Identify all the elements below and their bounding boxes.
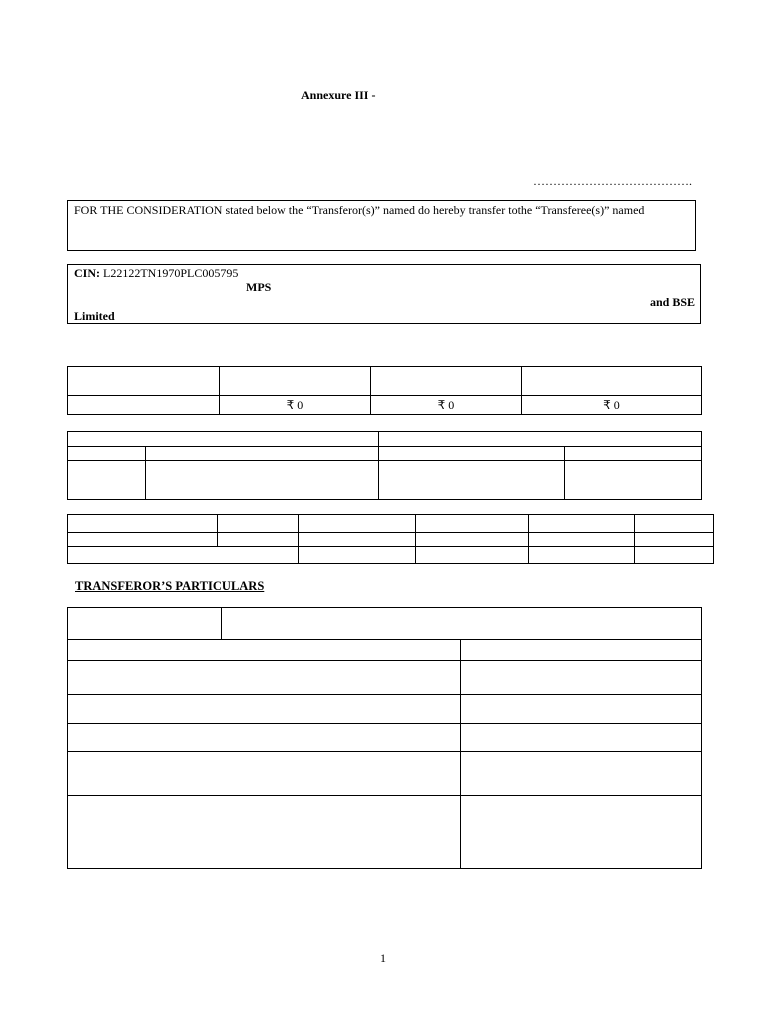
table-cell[interactable] bbox=[68, 640, 461, 661]
cin-value: L22122TN1970PLC005795 bbox=[103, 266, 239, 280]
table-row bbox=[68, 447, 702, 461]
table-cell[interactable] bbox=[68, 547, 299, 564]
company-limited: Limited bbox=[74, 309, 115, 323]
table-row bbox=[68, 547, 714, 564]
table-cell[interactable] bbox=[565, 447, 702, 461]
table-cell[interactable] bbox=[299, 515, 416, 533]
table-cell[interactable] bbox=[68, 796, 461, 869]
table-cell[interactable] bbox=[146, 447, 379, 461]
table-cell[interactable] bbox=[222, 608, 702, 640]
table-cell[interactable] bbox=[379, 447, 565, 461]
amount-table bbox=[67, 366, 702, 415]
table-cell[interactable] bbox=[68, 695, 461, 724]
transferor-particulars-table bbox=[67, 607, 702, 869]
table-cell[interactable] bbox=[529, 515, 635, 533]
table-cell[interactable] bbox=[416, 515, 529, 533]
table-cell[interactable] bbox=[461, 661, 702, 695]
distinctive-numbers-table bbox=[67, 514, 714, 564]
table-row bbox=[68, 752, 702, 796]
table-cell[interactable] bbox=[68, 661, 461, 695]
table-cell[interactable] bbox=[529, 547, 635, 564]
table-cell[interactable] bbox=[68, 461, 146, 500]
table-cell[interactable] bbox=[461, 752, 702, 796]
transferor-particulars-heading: TRANSFEROR’S PARTICULARS bbox=[75, 579, 265, 593]
table-cell[interactable] bbox=[416, 547, 529, 564]
table-cell[interactable] bbox=[68, 608, 222, 640]
table-cell[interactable] bbox=[218, 533, 299, 547]
date-placeholder-dots: …………………………………. bbox=[533, 174, 692, 188]
table-cell[interactable] bbox=[68, 367, 220, 396]
table-row bbox=[68, 515, 714, 533]
table-row bbox=[68, 533, 714, 547]
cin-label: CIN: bbox=[74, 266, 100, 280]
page-title: Annexure III - bbox=[301, 88, 376, 102]
table-cell[interactable] bbox=[529, 533, 635, 547]
table-cell[interactable] bbox=[299, 547, 416, 564]
table-cell[interactable] bbox=[68, 432, 379, 447]
table-row bbox=[68, 796, 702, 869]
table-row bbox=[68, 367, 702, 396]
table-cell[interactable] bbox=[379, 461, 565, 500]
amount-cell[interactable]: ₹ 0 bbox=[522, 396, 702, 415]
table-row bbox=[68, 608, 702, 640]
table-cell[interactable] bbox=[461, 640, 702, 661]
amount-cell[interactable]: ₹ 0 bbox=[371, 396, 522, 415]
table-cell[interactable] bbox=[299, 533, 416, 547]
table-cell[interactable] bbox=[146, 461, 379, 500]
table-row bbox=[68, 661, 702, 695]
consideration-box bbox=[67, 200, 696, 251]
table-row bbox=[68, 396, 702, 415]
table-cell[interactable] bbox=[68, 447, 146, 461]
table-cell[interactable] bbox=[416, 533, 529, 547]
table-cell[interactable] bbox=[371, 367, 522, 396]
table-cell[interactable] bbox=[461, 695, 702, 724]
company-box bbox=[67, 264, 701, 324]
consideration-text: FOR THE CONSIDERATION stated below the “Transferor(s)” named do hereby transfer tothe “Transferee(s)” named bbox=[74, 203, 645, 217]
table-cell[interactable] bbox=[461, 796, 702, 869]
table-cell[interactable] bbox=[635, 533, 714, 547]
amount-cell[interactable]: ₹ 0 bbox=[220, 396, 371, 415]
table-row bbox=[68, 432, 702, 447]
table-cell[interactable] bbox=[565, 461, 702, 500]
share-details-table bbox=[67, 431, 702, 500]
table-row bbox=[68, 695, 702, 724]
page-number: 1 bbox=[380, 951, 386, 965]
stock-exchange: and BSE bbox=[649, 295, 695, 309]
table-cell[interactable] bbox=[68, 533, 218, 547]
table-cell[interactable] bbox=[68, 752, 461, 796]
table-row bbox=[68, 724, 702, 752]
company-name: MPS bbox=[246, 280, 272, 294]
table-cell[interactable] bbox=[220, 367, 371, 396]
table-cell[interactable] bbox=[635, 547, 714, 564]
table-cell[interactable] bbox=[68, 396, 220, 415]
table-row bbox=[68, 640, 702, 661]
table-cell[interactable] bbox=[218, 515, 299, 533]
table-cell[interactable] bbox=[522, 367, 702, 396]
table-cell[interactable] bbox=[68, 724, 461, 752]
cin-line bbox=[74, 266, 238, 280]
table-cell[interactable] bbox=[461, 724, 702, 752]
table-row bbox=[68, 461, 702, 500]
table-cell[interactable] bbox=[68, 515, 218, 533]
table-cell[interactable] bbox=[635, 515, 714, 533]
table-cell[interactable] bbox=[379, 432, 702, 447]
